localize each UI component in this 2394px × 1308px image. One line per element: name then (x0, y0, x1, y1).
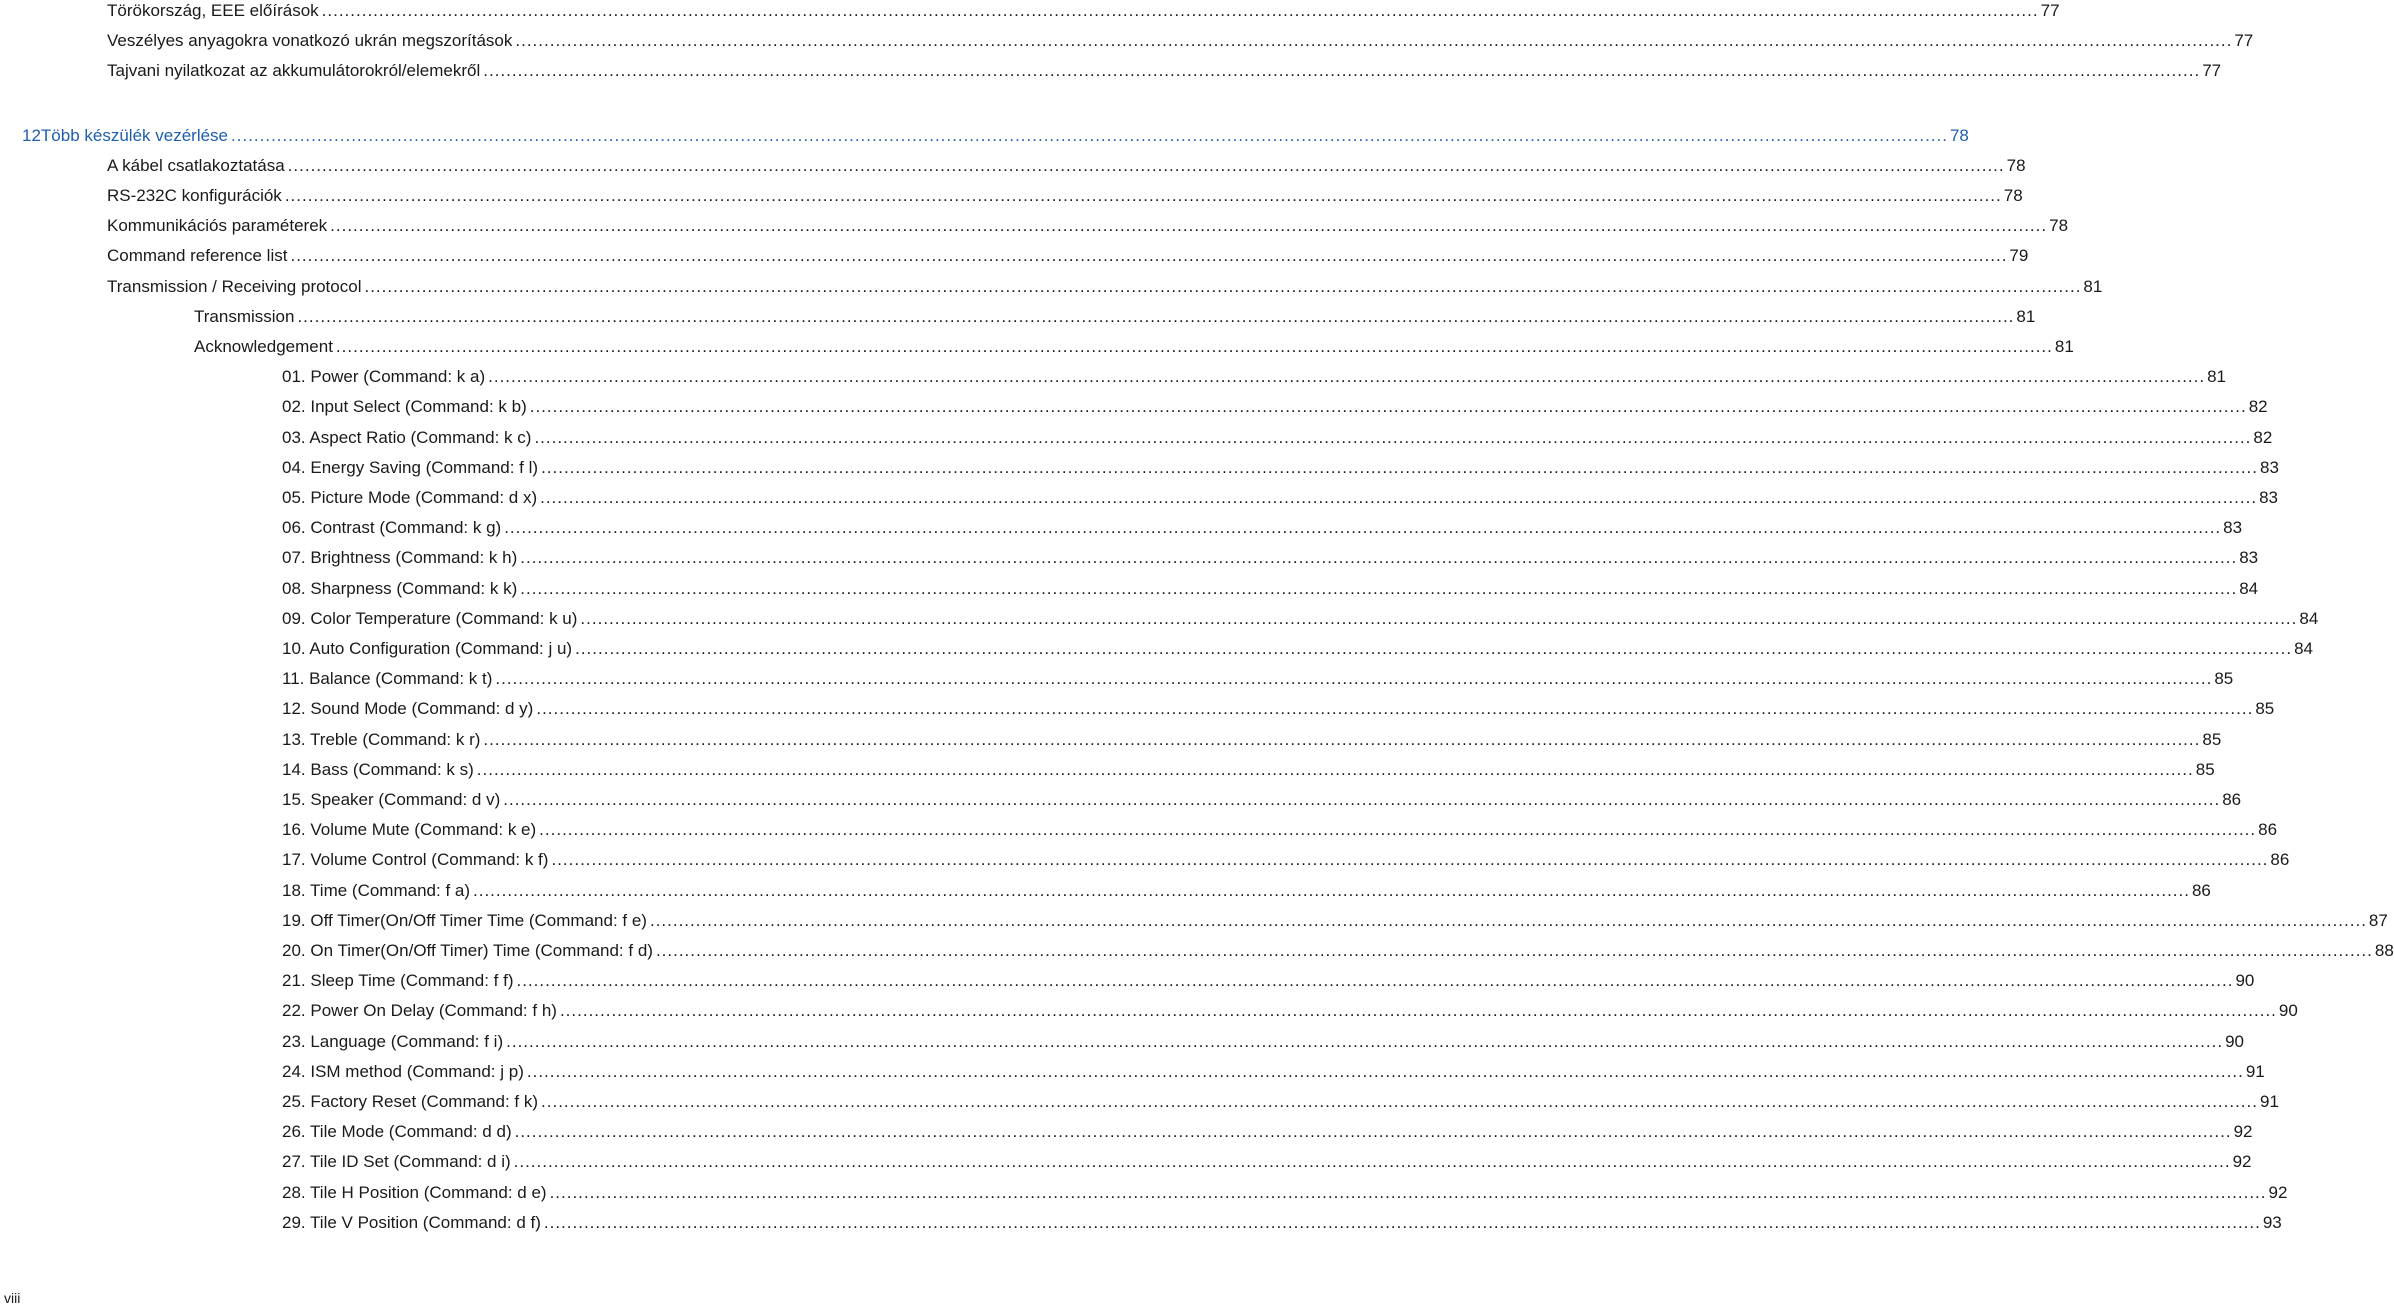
toc-entry-title: 18. Time (Command: f a) (282, 880, 471, 900)
toc-dot-leader: ............................................................................................................................................................................................................................................................................................................ (559, 1001, 2277, 1021)
toc-page-number: 78 (1949, 125, 1969, 145)
toc-entry-title: Több készülék vezérlése (40, 125, 229, 145)
toc-dot-leader: ............................................................................................................................................................................................................................................................................................................ (534, 427, 2252, 447)
toc-entry[interactable] (282, 366, 2227, 388)
toc-entry[interactable] (282, 819, 2278, 841)
toc-page-number: 87 (2368, 910, 2388, 930)
toc-dot-leader: ............................................................................................................................................................................................................................................................................................................ (520, 578, 2238, 598)
toc-entry[interactable] (282, 970, 2255, 992)
toc-entry-title: 15. Speaker (Command: d v) (282, 790, 501, 809)
toc-page-number: 83 (2239, 548, 2259, 568)
toc-dot-leader: ............................................................................................................................................................................................................................................................................................................ (476, 759, 2194, 779)
toc-entry[interactable] (194, 306, 2036, 328)
toc-dot-leader: ............................................................................................................................................................................................................................................................................................................ (541, 1092, 2258, 1111)
toc-entry-title: 14. Bass (Command: k s) (282, 759, 474, 779)
toc-entry-title: 01. Power (Command: k a) (282, 367, 486, 387)
toc-page-number: 81 (2054, 337, 2074, 356)
toc-page-number: 84 (2239, 578, 2259, 598)
toc-page-number: 88 (2374, 941, 2394, 960)
toc-page-number: 90 (2278, 1001, 2298, 1021)
toc-entry[interactable] (282, 789, 2242, 811)
toc-entry-title: A kábel csatlakoztatása (107, 155, 285, 175)
toc-page-number: 86 (2258, 820, 2278, 840)
toc-entry-title: 05. Picture Mode (Command: d x) (282, 488, 538, 507)
toc-entry[interactable] (282, 1031, 2244, 1053)
toc-entry-title: 08. Sharpness (Command: k k) (282, 578, 518, 598)
toc-page-number: 90 (2225, 1031, 2244, 1051)
toc-entry[interactable] (282, 1151, 2252, 1173)
toc-entry-title: 13. Treble (Command: k r) (282, 729, 481, 749)
toc-page-number: 90 (2235, 971, 2255, 991)
toc-entry-title: 24. ISM method (Command: j p) (282, 1061, 524, 1081)
toc-entry[interactable] (282, 1000, 2298, 1022)
toc-entry-title: 21. Sleep Time (Command: f f) (282, 971, 514, 991)
toc-dot-leader: ............................................................................................................................................................................................................................................................................................................ (539, 820, 2257, 840)
toc-dot-leader: ............................................................................................................................................................................................................................................................................................................ (655, 941, 2373, 960)
toc-entry[interactable] (282, 517, 2243, 539)
toc-entry-title: 03. Aspect Ratio (Command: k c) (282, 427, 532, 447)
toc-page-number: 83 (2223, 518, 2243, 538)
toc-entry-title: 23. Language (Command: f i) (282, 1031, 504, 1051)
toc-entry[interactable] (282, 487, 2278, 509)
toc-dot-leader: ............................................................................................................................................................................................................................................................................................................ (520, 548, 2238, 568)
toc-entry-title: 17. Volume Control (Command: k f) (282, 850, 549, 870)
toc-entry-title: Transmission / Receiving protocol (107, 276, 362, 296)
toc-chapter-number: 12 (22, 125, 41, 145)
toc-entry-title: 06. Contrast (Command: k g) (282, 518, 502, 538)
toc-entry-title: 16. Volume Mute (Command: k e) (282, 820, 537, 840)
toc-entry-title: 04. Energy Saving (Command: f l) (282, 457, 539, 477)
toc-entry-title: 26. Tile Mode (Command: d d) (282, 1122, 512, 1142)
toc-entry[interactable] (282, 729, 2222, 751)
toc-page-number: 81 (2207, 367, 2227, 387)
toc-entry-title: 02. Input Select (Command: k b) (282, 397, 527, 417)
toc-entry[interactable] (282, 940, 2394, 962)
toc-entry-title: Transmission (194, 306, 295, 326)
toc-entry[interactable] (107, 155, 2026, 177)
toc-entry[interactable] (282, 547, 2259, 569)
toc-page-number: 78 (2003, 186, 2023, 205)
toc-entry-title: 28. Tile H Position (Command: d e) (282, 1182, 547, 1202)
toc-entry[interactable] (282, 880, 2211, 902)
toc-dot-leader: ............................................................................................................................................................................................................................................................................................................ (330, 216, 2048, 236)
page-number: viii (4, 1290, 21, 1306)
toc-page-number: 84 (2294, 639, 2313, 658)
toc-dot-leader: ............................................................................................................................................................................................................................................................................................................ (540, 488, 2258, 507)
toc-page-number: 85 (2202, 729, 2222, 749)
toc-entry[interactable] (107, 276, 2103, 298)
toc-dot-leader: ............................................................................................................................................................................................................................................................................................................ (495, 669, 2213, 689)
toc-entry[interactable] (282, 457, 2279, 479)
toc-dot-leader: ............................................................................................................................................................................................................................................................................................................ (488, 367, 2206, 387)
toc-page-number: 84 (2299, 608, 2319, 628)
toc-dot-leader: ............................................................................................................................................................................................................................................................................................................ (536, 699, 2254, 719)
toc-page-number: 85 (2255, 699, 2275, 719)
toc-entry[interactable] (282, 608, 2319, 630)
toc-dot-leader: ............................................................................................................................................................................................................................................................................................................ (514, 1122, 2232, 1142)
toc-dot-leader: ............................................................................................................................................................................................................................................................................................................ (290, 246, 2008, 266)
toc-dot-leader: ............................................................................................................................................................................................................................................................................................................ (529, 397, 2247, 417)
toc-entry[interactable] (282, 910, 2388, 932)
toc-dot-leader: ............................................................................................................................................................................................................................................................................................................ (321, 1, 2039, 20)
toc-entry[interactable] (107, 215, 2069, 237)
toc-entry-title: 27. Tile ID Set (Command: d i) (282, 1152, 511, 1172)
toc-entry-title: 20. On Timer(On/Off Timer) Time (Command: f d) (282, 941, 653, 960)
toc-entry-title: Törökország, EEE előírások (107, 1, 319, 20)
toc-page-number: 77 (2234, 31, 2254, 51)
toc-entry-title: 10. Auto Configuration (Command: j u) (282, 639, 573, 658)
toc-page-number: 86 (2222, 790, 2242, 809)
toc-page-number: 81 (2083, 276, 2103, 296)
toc-dot-leader: ............................................................................................................................................................................................................................................................................................................ (515, 31, 2233, 51)
toc-entry[interactable] (282, 396, 2268, 418)
toc-dot-leader: ............................................................................................................................................................................................................................................................................................................ (575, 639, 2293, 658)
toc-entry-title: 09. Color Temperature (Command: k u) (282, 608, 578, 628)
toc-page-number: 83 (2260, 457, 2279, 477)
toc-entry-title: Tajvani nyilatkozat az akkumulátorokról/elemekről (107, 61, 481, 81)
toc-page-number: 93 (2262, 1212, 2282, 1232)
toc-entry-title: 29. Tile V Position (Command: d f) (282, 1212, 541, 1232)
toc-entry-title: 07. Brightness (Command: k h) (282, 548, 518, 568)
toc-page-number: 79 (2009, 246, 2029, 266)
toc-dot-leader: ............................................................................................................................................................................................................................................................................................................ (504, 518, 2222, 538)
toc-entry[interactable] (282, 578, 2259, 600)
toc-entry[interactable] (282, 1182, 2288, 1204)
toc-page-number: 78 (2006, 155, 2026, 175)
toc-chapter-entry[interactable] (22, 125, 1969, 147)
toc-dot-leader: ............................................................................................................................................................................................................................................................................................................ (284, 186, 2002, 205)
toc-dot-leader: ............................................................................................................................................................................................................................................................................................................ (473, 880, 2190, 900)
toc-entry-title: RS-232C konfigurációk (107, 186, 282, 205)
toc-page-number: 82 (2248, 397, 2268, 417)
toc-entry[interactable] (282, 668, 2234, 690)
toc-dot-leader: ............................................................................................................................................................................................................................................................................................................ (503, 790, 2221, 809)
toc-dot-leader: ............................................................................................................................................................................................................................................................................................................ (483, 729, 2201, 749)
toc-page-number: 78 (2049, 216, 2069, 236)
toc-page-number: 91 (2245, 1061, 2265, 1081)
toc-dot-leader: ............................................................................................................................................................................................................................................................................................................ (551, 850, 2269, 870)
toc-entry[interactable] (282, 759, 2215, 781)
toc-page-number: 82 (2253, 427, 2273, 447)
toc-dot-leader: ............................................................................................................................................................................................................................................................................................................ (335, 337, 2053, 356)
toc-page-number: 86 (2270, 850, 2290, 870)
toc-entry-title: Acknowledgement (194, 337, 333, 356)
toc-dot-leader: ............................................................................................................................................................................................................................................................................................................ (364, 276, 2082, 296)
toc-page-number: 92 (2232, 1152, 2252, 1172)
toc-entry[interactable] (282, 1212, 2282, 1234)
toc-entry[interactable] (107, 245, 2029, 267)
toc-entry[interactable] (282, 1061, 2265, 1083)
toc-dot-leader: ............................................................................................................................................................................................................................................................................................................ (541, 457, 2259, 477)
toc-entry-title: Command reference list (107, 246, 288, 266)
toc-page-number: 77 (2040, 1, 2060, 20)
toc-entry-title: 19. Off Timer(On/Off Timer Time (Command: f e) (282, 910, 647, 930)
toc-page-number: 85 (2214, 669, 2234, 689)
toc-page-number: 86 (2191, 880, 2211, 900)
toc-entry[interactable] (282, 849, 2290, 871)
toc-dot-leader: ............................................................................................................................................................................................................................................................................................................ (549, 1182, 2267, 1202)
toc-page-number: 77 (2202, 61, 2222, 81)
toc-dot-leader: ............................................................................................................................................................................................................................................................................................................ (506, 1031, 2224, 1051)
toc-page-number: 92 (2268, 1182, 2288, 1202)
toc-entry-title: 25. Factory Reset (Command: f k) (282, 1092, 539, 1111)
toc-dot-leader: ............................................................................................................................................................................................................................................................................................................ (526, 1061, 2244, 1081)
toc-entry[interactable] (282, 427, 2273, 449)
toc-dot-leader: ............................................................................................................................................................................................................................................................................................................ (543, 1212, 2261, 1232)
toc-entry-title: 22. Power On Delay (Command: f h) (282, 1001, 557, 1021)
toc-dot-leader: ............................................................................................................................................................................................................................................................................................................ (649, 910, 2367, 930)
toc-entry[interactable] (107, 185, 2023, 207)
toc-entry[interactable] (282, 1121, 2253, 1143)
toc-entry[interactable] (282, 1091, 2279, 1113)
toc-dot-leader: ............................................................................................................................................................................................................................................................................................................ (287, 155, 2005, 175)
toc-page-number: 85 (2195, 759, 2215, 779)
toc-page-number: 83 (2259, 488, 2278, 507)
toc-dot-leader: ............................................................................................................................................................................................................................................................................................................ (297, 306, 2015, 326)
toc-entry-title: Veszélyes anyagokra vonatkozó ukrán megszorítások (107, 31, 513, 51)
toc-entry[interactable] (194, 336, 2074, 358)
toc-dot-leader: ............................................................................................................................................................................................................................................................................................................ (580, 608, 2298, 628)
toc-page-number: 81 (2016, 306, 2036, 326)
toc-entry-title: Kommunikációs paraméterek (107, 216, 328, 236)
toc-dot-leader: ............................................................................................................................................................................................................................................................................................................ (516, 971, 2234, 991)
toc-entry-title: 12. Sound Mode (Command: d y) (282, 699, 534, 719)
toc-page-number: 91 (2259, 1092, 2279, 1111)
toc-page-number: 92 (2233, 1122, 2253, 1142)
toc-entry-title: 11. Balance (Command: k t) (282, 669, 493, 689)
toc-entry[interactable] (107, 0, 2060, 22)
toc-dot-leader: ............................................................................................................................................................................................................................................................................................................ (513, 1152, 2231, 1172)
toc-entry[interactable] (107, 30, 2254, 52)
toc-dot-leader: ............................................................................................................................................................................................................................................................................................................ (483, 61, 2201, 81)
toc-entry[interactable] (282, 698, 2275, 720)
toc-dot-leader: ............................................................................................................................................................................................................................................................................................................ (231, 125, 1948, 145)
toc-entry[interactable] (107, 60, 2222, 82)
toc-entry[interactable] (282, 638, 2313, 660)
